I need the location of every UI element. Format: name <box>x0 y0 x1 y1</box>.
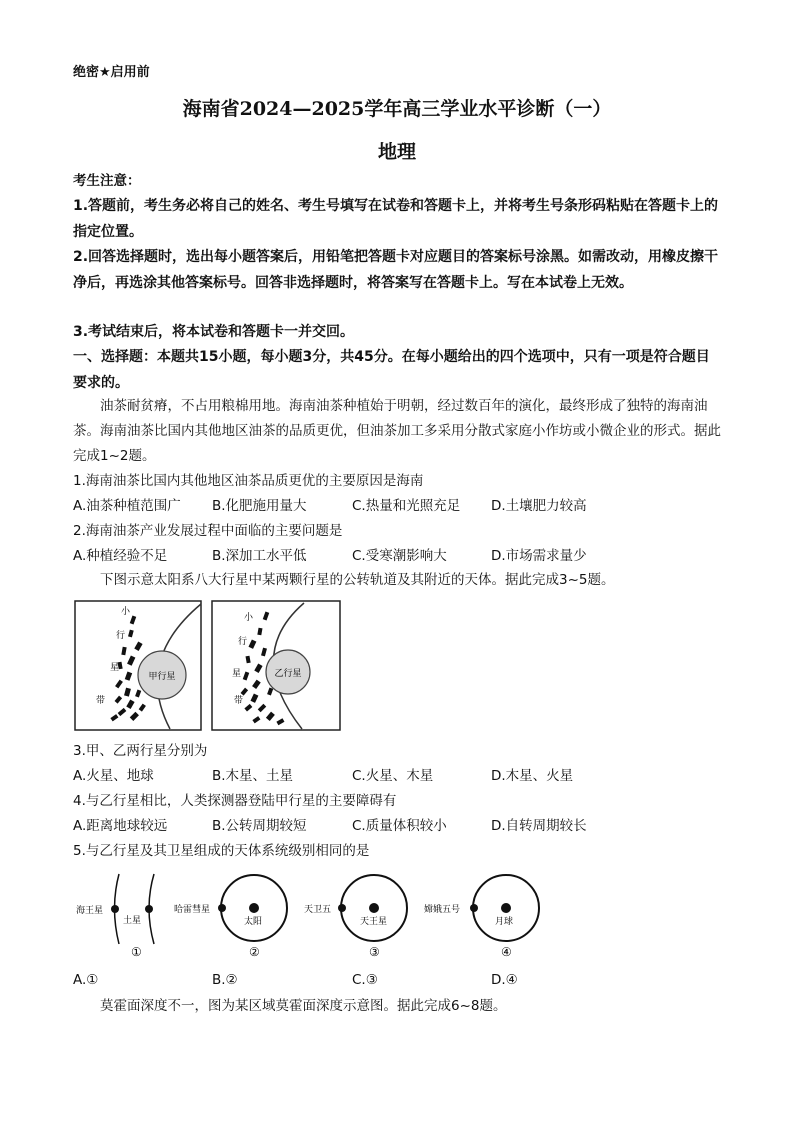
q1-option-a[interactable]: A.油茶种植范围广 <box>73 498 181 514</box>
system-2-number: ② <box>249 945 260 959</box>
q1-option-b[interactable]: B.化肥施用量大 <box>212 498 307 514</box>
planet-a-label: 甲行星 <box>148 672 176 682</box>
section-heading: 一、选择题：本题共15小题，每小题3分，共45分。在每小题给出的四个选项中，只有一项是符合题目要求的。 <box>73 349 710 391</box>
system-option-4 <box>424 875 539 959</box>
belt-char-3: 星 <box>110 663 120 673</box>
notice-item-3: 3.考试结束后，将本试卷和答题卡一并交回。 <box>73 324 355 340</box>
q3-option-a[interactable]: A.火星、地球 <box>73 768 154 784</box>
system-option-3 <box>304 875 407 959</box>
q2-option-c[interactable]: C.受寒潮影响大 <box>352 548 447 564</box>
exam-title: 海南省2024—2025学年高三学业水平诊断（一） <box>182 98 612 120</box>
notice-heading: 考生注意： <box>73 173 141 189</box>
q3-option-c[interactable]: C.火星、木星 <box>352 768 434 784</box>
q2-stem: 2.海南油茶产业发展过程中面临的主要问题是 <box>73 523 343 539</box>
q5-option-b[interactable]: B.② <box>212 972 238 988</box>
system-option-2 <box>174 875 287 959</box>
q4-option-c[interactable]: C.质量体积较小 <box>352 818 447 834</box>
sun-dot <box>249 903 259 913</box>
system-1-right-label: 土星 <box>123 916 142 926</box>
q5-option-a[interactable]: A.① <box>73 972 99 988</box>
belt-b-char-1: 小 <box>244 613 254 623</box>
system-3-outer-label: 天卫五 <box>304 905 332 915</box>
q5-stem: 5.与乙行星及其卫星组成的天体系统级别相同的是 <box>73 843 370 859</box>
passage-oil-tea: 油茶耐贫瘠，不占用粮棉用地。海南油茶种植始于明朝，经过数百年的演化，最终形成了独特的海南油茶。海南油茶比国内其他地区油茶的品质更优，但油茶加工多采用分散式家庭小作坊或小微企业的形式。据此完成1~2题。 <box>73 398 721 464</box>
system-level-figure <box>74 868 554 962</box>
belt-b-char-2: 行 <box>238 637 248 647</box>
q4-stem: 4.与乙行星相比，人类探测器登陆甲行星的主要障碍有 <box>73 793 397 809</box>
q3-stem: 3.甲、乙两行星分别为 <box>73 743 208 759</box>
q4-option-b[interactable]: B.公转周期较短 <box>212 818 307 834</box>
subject-title: 地理 <box>377 141 416 163</box>
neptune-dot <box>111 905 119 913</box>
q5-option-d[interactable]: D.④ <box>491 972 518 988</box>
q3-option-b[interactable]: B.木星、土星 <box>212 768 294 784</box>
belt-char-4: 带 <box>96 696 106 706</box>
belt-b-char-4: 带 <box>234 696 244 706</box>
system-2-center-label: 太阳 <box>244 917 263 927</box>
passage-planets: 下图示意太阳系八大行星中某两颗行星的公转轨道及其附近的天体。据此完成3~5题。 <box>100 572 615 588</box>
system-3-center-label: 天王星 <box>360 917 388 927</box>
miranda-dot <box>338 904 346 912</box>
system-4-number: ④ <box>501 945 512 959</box>
q1-option-d[interactable]: D.土壤肥力较高 <box>491 498 587 514</box>
system-1-number: ① <box>131 945 142 959</box>
belt-char-2: 行 <box>116 631 126 641</box>
planet-b-label: 乙行星 <box>274 669 302 679</box>
system-option-1 <box>76 874 154 959</box>
q2-option-a[interactable]: A.种植经验不足 <box>73 548 168 564</box>
secret-label: 绝密★启用前 <box>73 65 150 80</box>
halley-dot <box>218 904 226 912</box>
q2-option-b[interactable]: B.深加工水平低 <box>212 548 307 564</box>
notice-item-1: 1.答题前，考生务必将自己的姓名、考生号填写在试卷和答题卡上，并将考生号条形码粘贴在答题卡上的指定位置。 <box>73 198 719 240</box>
q2-option-d[interactable]: D.市场需求量少 <box>491 548 587 564</box>
q1-option-c[interactable]: C.热量和光照充足 <box>352 498 461 514</box>
belt-b-char-3: 星 <box>232 669 242 679</box>
system-4-center-label: 月球 <box>495 917 514 927</box>
system-2-outer-label: 哈雷彗星 <box>174 905 211 915</box>
notice-item-2: 2.回答选择题时，选出每小题答案后，用铅笔把答题卡对应题目的答案标号涂黑。如需改动，用橡皮擦干净后，再选涂其他答案标号。回答非选择题时，将答案写在答题卡上。写在本试卷上无效。 <box>73 249 719 291</box>
passage-moho: 莫霍面深度不一，图为某区域莫霍面深度示意图。据此完成6~8题。 <box>100 998 507 1014</box>
q4-option-a[interactable]: A.距离地球较远 <box>73 818 168 834</box>
q4-option-d[interactable]: D.自转周期较长 <box>491 818 587 834</box>
system-4-outer-label: 嫦娥五号 <box>424 905 461 915</box>
moon-dot <box>501 903 511 913</box>
system-1-left-label: 海王星 <box>76 906 104 916</box>
system-3-number: ③ <box>369 945 380 959</box>
planet-orbit-figure <box>74 600 342 732</box>
q1-stem: 1.海南油茶比国内其他地区油茶品质更优的主要原因是海南 <box>73 473 424 489</box>
q5-option-c[interactable]: C.③ <box>352 972 378 988</box>
q3-option-d[interactable]: D.木星、火星 <box>491 768 574 784</box>
saturn-dot <box>145 905 153 913</box>
change5-dot <box>470 904 478 912</box>
belt-char-1: 小 <box>121 607 131 617</box>
uranus-dot <box>369 903 379 913</box>
